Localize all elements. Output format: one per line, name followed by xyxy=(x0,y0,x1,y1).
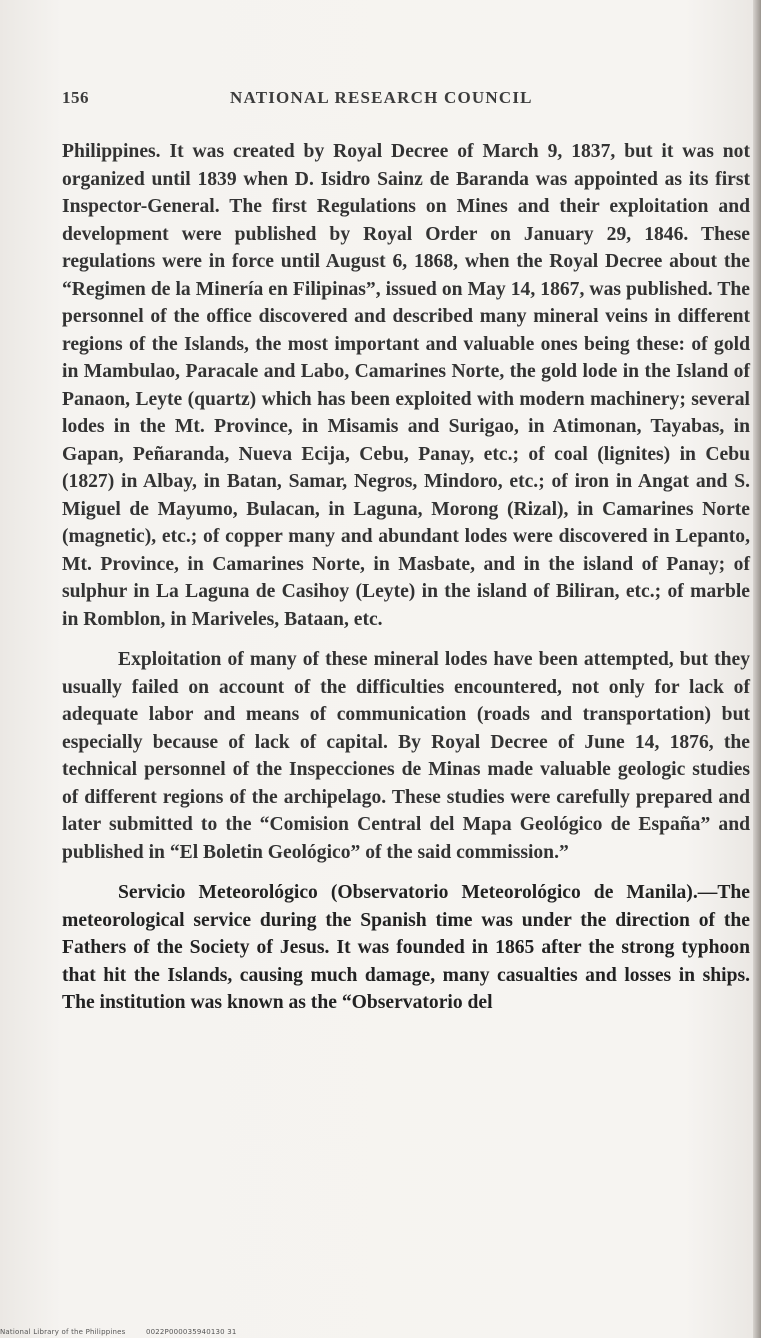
body-text xyxy=(62,138,750,1030)
page-header xyxy=(62,88,742,112)
scan-footer xyxy=(0,1328,237,1336)
paragraph-exploitation: Exploitation of many of these mineral lodes have been attempted, but they usually failed on account of the difficulties encountered, not only for lack of adequate labor and means of communication (roads and transportation) but especially because of lack of capital. By Royal Decree of June 14, 1876, the technical personnel of the Inspecciones de Minas made valuable geologic studies of different regions of the archipelago. These studies were carefully prepared and later submitted to the “Comision Central del Mapa Geológico de España” and published in “El Boletin Geológico” of the said commission.” xyxy=(62,649,750,863)
paragraph-meteorological-service: Servicio Meteorológico (Observatorio Meteorológico de Manila).—The meteorological service during the Spanish time was under the direction of the Fathers of the Society of Jesus. It was founded in 1865 after the strong typhoon that hit the Islands, causing much damage, many casualties and losses in ships. The institution was known as the “Observatorio del xyxy=(62,882,750,1013)
paragraph-mines-history: Philippines. It was created by Royal Decree of March 9, 1837, but it was not organized until 1839 when D. Isidro Sainz de Baranda was appointed as its first Inspector-General. The first Regulations on Mines and their exploitation and development were published by Royal Order on January 29, 1846. These regulations were in force until August 6, 1868, when the Royal Decree about the “Regimen de la Minería en Filipinas”, issued on May 14, 1867, was published. The personnel of the office discovered and described many mineral veins in different regions of the Islands, the most important and valuable ones being these: of gold in Mambulao, Paracale and Labo, Camarines Norte, the gold lode in the Island of Panaon, Leyte (quartz) which has been exploited with modern machinery; several lodes in the Mt. Province, in Misamis and Surigao, in Atimonan, Tayabas, in Gapan, Peñaranda, Nueva Ecija, Cebu, Panay, etc.; of coal (lignites) in Cebu (1827) in Albay, in Batan, Samar, Negros, Mindoro, etc.; of iron in Angat and S. Miguel de Mayumo, Bulacan, in Laguna, Morong (Rizal), in Camarines Norte (magnetic), etc.; of copper many and abundant lodes were discovered in Lepanto, Mt. Province, in Camarines Norte, in Masbate, and in the island of Panay; of sulphur in La Laguna de Casihoy (Leyte) in the island of Biliran, etc.; of marble in Romblon, in Mariveles, Bataan, etc. xyxy=(62,141,750,630)
page-edge-shadow xyxy=(753,0,761,1338)
running-title: NATIONAL RESEARCH COUNCIL xyxy=(230,88,533,107)
page-number: 156 xyxy=(62,88,89,107)
footer-library: National Library of the Philippines xyxy=(0,1328,126,1336)
footer-code: 0022P000035940130 31 xyxy=(145,1328,237,1336)
